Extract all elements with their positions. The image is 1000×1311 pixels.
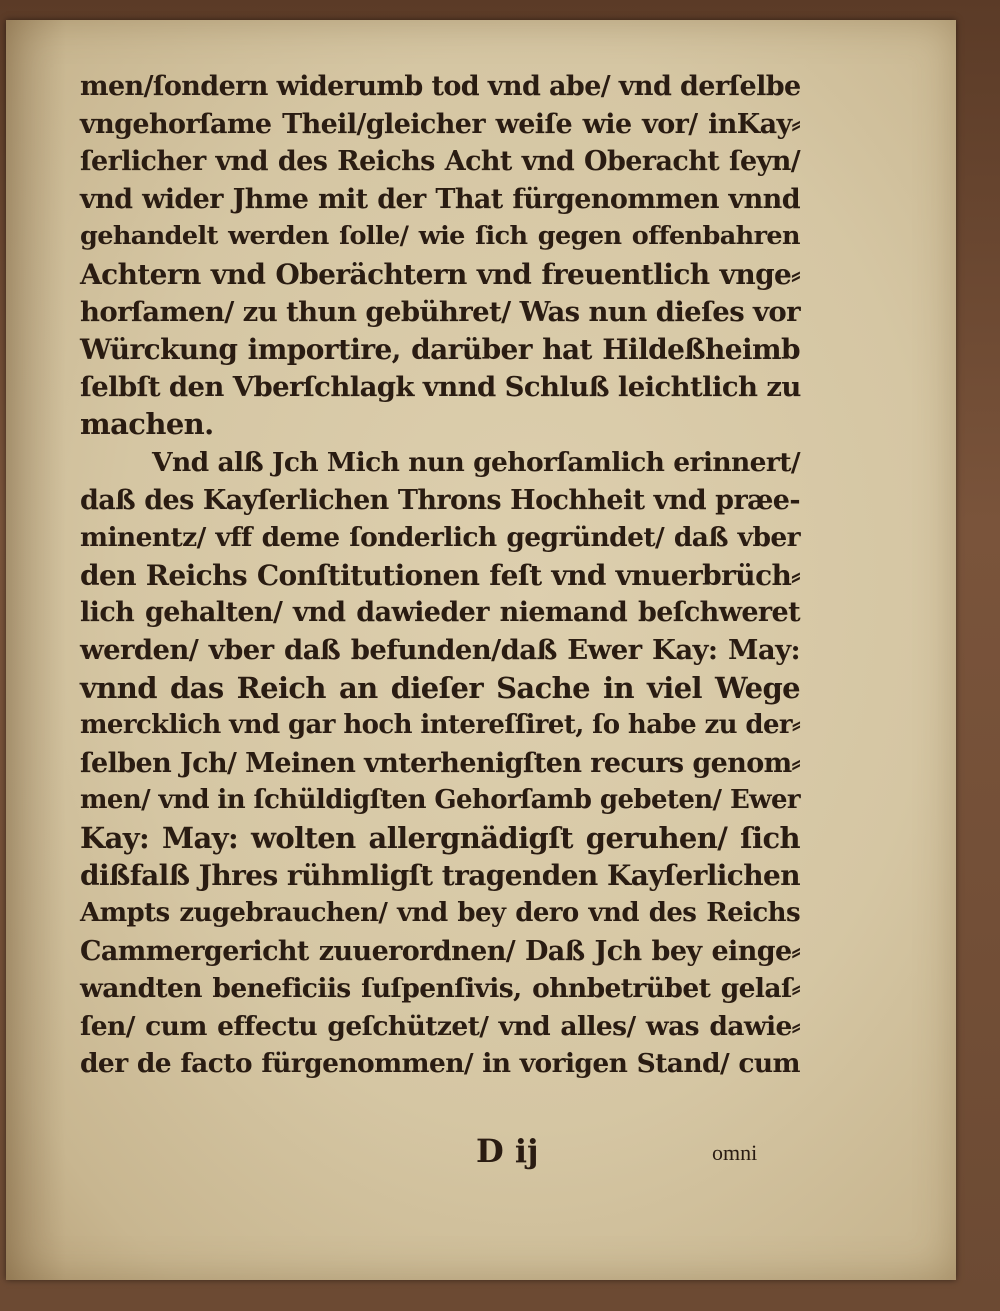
text-line: machen. bbox=[80, 407, 214, 442]
text-line: Ampts zugebrauchen/ vnd bey dero vnd des Reichs bbox=[80, 898, 800, 929]
text-line: wandten beneficiis ſuſpenſivis, ohnbetrübet gelaſ⸗ bbox=[80, 973, 800, 1005]
body-text bbox=[80, 68, 800, 1083]
text-line: mercklich vnd gar hoch intereſſiret, ſo habe zu der⸗ bbox=[80, 710, 801, 741]
text-line: werden/ vber daß befunden/daß Ewer Kay: May: bbox=[80, 633, 800, 666]
text-line: Kay: May: wolten allergnädigſt geruhen/ ſich bbox=[80, 820, 800, 855]
text-line: ſen/ cum effectu geſchützet/ vnd alles/ was dawie⸗ bbox=[80, 1010, 800, 1042]
text-line: horſamen/ zu thun gebühret/ Was nun dieſes vor bbox=[80, 295, 801, 328]
text-line: lich gehalten/ vnd dawieder niemand beſchweret bbox=[80, 597, 800, 629]
paragraph-start-line: Vnd alß Jch Mich nun gehorſamlich erinnert/ bbox=[152, 446, 800, 478]
text-line: men/ vnd in ſchüldigſten Gehorſamb gebeten/ Ewer bbox=[80, 785, 800, 816]
text-line: gehandelt werden ſolle/ wie ſich gegen offenbahren bbox=[80, 221, 800, 252]
signature-mark: D ij bbox=[476, 1132, 539, 1170]
text-line: men/ſondern widerumb tod vnd abe/ vnd derſelbe bbox=[80, 71, 801, 102]
book-page bbox=[6, 20, 956, 1280]
text-line: Cammergericht zuuerordnen/ Daß Jch bey einge⸗ bbox=[80, 935, 800, 967]
text-line: Würckung importire, darüber hat Hildeßheimb bbox=[80, 333, 800, 367]
text-line: vnd wider Jhme mit der That fürgenommen vnnd bbox=[80, 183, 800, 215]
text-line: ſelbſt den Vberſchlagk vnnd Schluß leichtlich zu bbox=[80, 370, 801, 403]
text-line: der de facto fürgenommen/ in vorigen Stand/ cum bbox=[80, 1048, 800, 1080]
text-line: dißfalß Jhres rühmligſt tragenden Kayſerlichen bbox=[80, 859, 800, 893]
text-line: daß des Kayſerlichen Throns Hochheit vnd præe- bbox=[80, 484, 800, 516]
text-line: Achtern vnd Oberächtern vnd freuentlich vnge⸗ bbox=[80, 257, 800, 291]
catchword: omni bbox=[712, 1140, 758, 1165]
text-line: vngehorſame Theil/gleicher weiſe wie vor/ inKay⸗ bbox=[80, 108, 800, 140]
text-line: vnnd das Reich an dieſer Sache in viel Wege bbox=[80, 670, 800, 705]
text-line: minentz/ vff deme ſonderlich gegründet/ daß vber bbox=[80, 522, 800, 554]
text-line: den Reichs Conſtitutionen feſt vnd vnuerbrüch⸗ bbox=[80, 558, 800, 592]
text-line: ſerlicher vnd des Reichs Acht vnd Oberacht ſeyn/ bbox=[80, 146, 800, 178]
text-line: ſelben Jch/ Meinen vnterhenigſten recurs genom⸗ bbox=[80, 747, 800, 779]
